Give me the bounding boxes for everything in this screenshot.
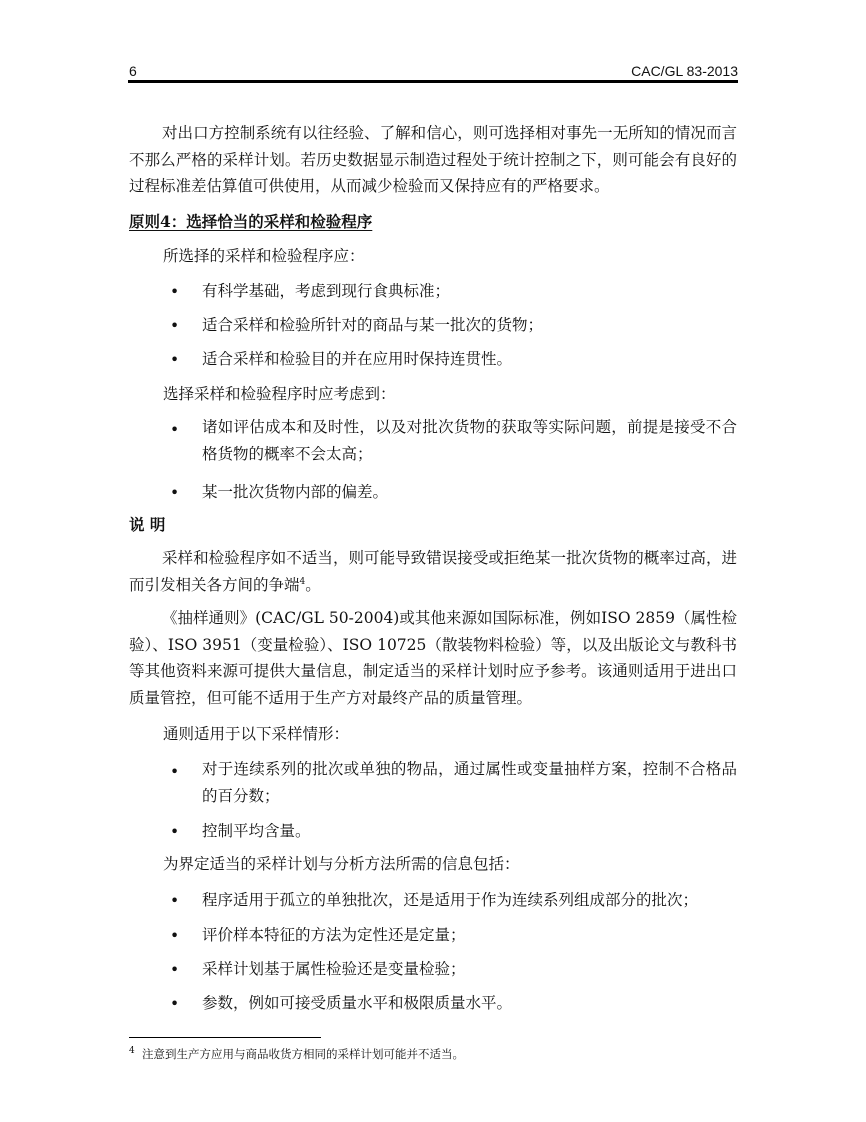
document-code: CAC/GL 83-2013: [631, 63, 738, 79]
list-item: 适合采样和检验所针对的商品与某一批次的货物；: [202, 316, 544, 334]
page-number: 6: [129, 63, 137, 79]
footnote-mark: 4: [129, 1046, 135, 1057]
list-item: 适合采样和检验目的并在应用时保持连贯性。: [202, 350, 513, 368]
list-item: 参数，例如可接受质量水平和极限质量水平。: [202, 994, 513, 1012]
explanation-paragraph-1: [129, 545, 737, 598]
bullet-symbol: •: [170, 927, 180, 945]
list-item: 控制平均含量。: [202, 822, 311, 840]
explanation-text: 采样和检验程序如不适当，则可能导致错误接受或拒绝某一批次货物的概率过高，进而引发相关各方间的争端: [129, 549, 737, 594]
bullet-symbol: •: [170, 763, 180, 781]
bullet-symbol: •: [170, 961, 180, 979]
explanation-paragraph-2: 《抽样通则》(CAC/GL 50-2004)或其他来源如国际标准，例如ISO 2859（属性检验）、ISO 3951（变量检验）、ISO 10725（散装物料检验）等，以及出版论文与教科书等其他资料来源可提供大量信息，制定适当的采样计划时应予参考。该通则适用于进出口质量管控，但可能不适用于生产方对最终产品的质量管理。: [129, 609, 737, 707]
footnote-text: 注意到生产方应用与商品收货方相同的采样计划可能并不适当。: [142, 1047, 465, 1061]
principle-4-intro-2: 选择采样和检验程序时应考虑到：: [163, 385, 396, 403]
bullet-symbol: •: [170, 823, 180, 841]
bullet-symbol: •: [170, 421, 180, 439]
bullet-symbol: •: [170, 892, 180, 910]
bullet-symbol: •: [170, 317, 180, 335]
bullet-symbol: •: [170, 995, 180, 1013]
list-item: 对于连续系列的批次或单独的物品，通过属性或变量抽样方案，控制不合格品的百分数；: [202, 760, 737, 805]
principle-4-intro: 所选择的采样和检验程序应：: [163, 247, 365, 265]
list-item: 程序适用于孤立的单独批次，还是适用于作为连续系列组成部分的批次；: [202, 891, 699, 909]
header-rule: [128, 80, 738, 83]
bullet-symbol: •: [170, 283, 180, 301]
explanation-intro-4: 为界定适当的采样计划与分析方法所需的信息包括：: [163, 855, 520, 873]
principle-4-heading: 原则4：选择恰当的采样和检验程序: [129, 212, 373, 231]
list-item: 有科学基础，考虑到现行食典标准；: [202, 282, 451, 300]
explanation-heading: 说 明: [129, 515, 166, 534]
footnote-reference[interactable]: 4: [299, 576, 306, 587]
list-item: 评价样本特征的方法为定性还是定量；: [202, 926, 466, 944]
list-item: 某一批次货物内部的偏差。: [202, 483, 389, 501]
list-item: 诸如评估成本和及时性，以及对批次货物的获取等实际问题，前提是接受不合格货物的概率不会太高；: [202, 418, 737, 463]
footnote-rule: [129, 1037, 321, 1038]
footnote: [129, 1046, 464, 1062]
explanation-intro-3: 通则适用于以下采样情形：: [163, 725, 350, 743]
bullet-symbol: •: [170, 484, 180, 502]
intro-paragraph: 对出口方控制系统有以往经验、了解和信心，则可选择相对事先一无所知的情况而言不那么严格的采样计划。若历史数据显示制造过程处于统计控制之下，则可能会有良好的过程标准差估算值可供使用，从而减少检验而又保持应有的严格要求。: [129, 124, 737, 195]
explanation-text-end: 。: [305, 575, 321, 594]
bullet-symbol: •: [170, 351, 180, 369]
list-item: 采样计划基于属性检验还是变量检验；: [202, 960, 466, 978]
